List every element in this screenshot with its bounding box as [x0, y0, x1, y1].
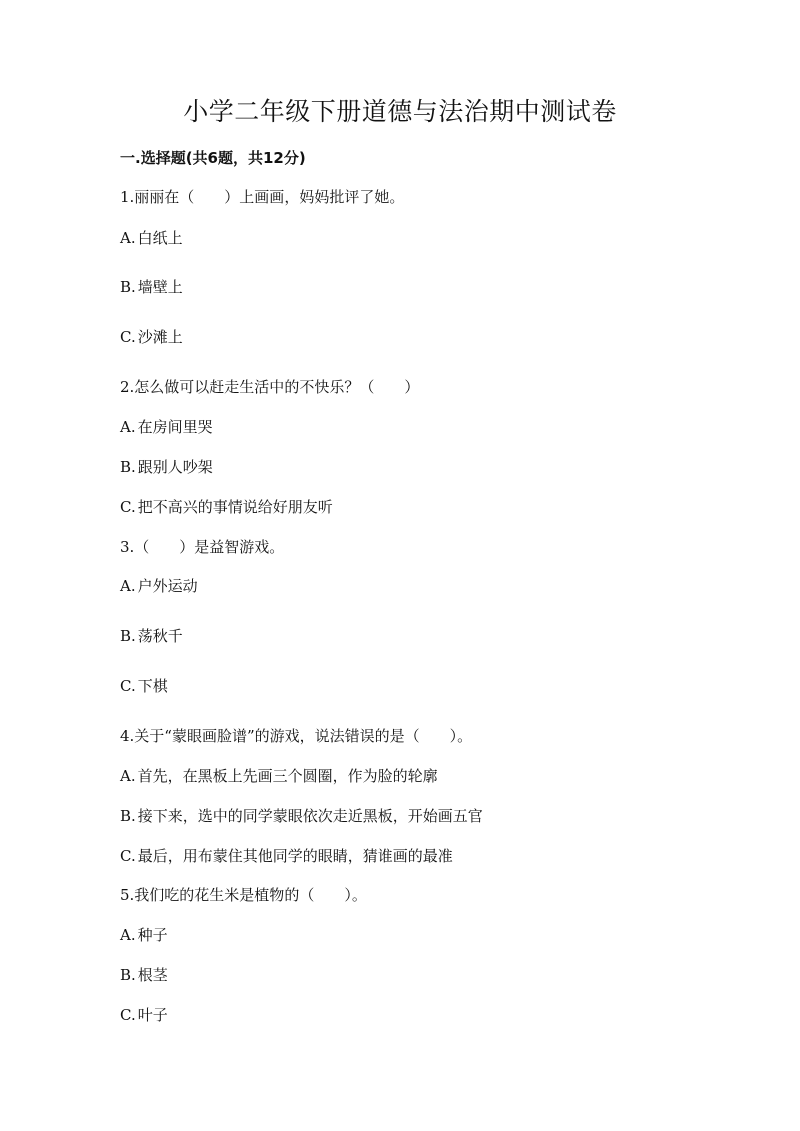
- question-3-option-c: [120, 675, 168, 697]
- option-text: 最后，用布蒙住其他同学的眼睛，猜谁画的最准: [137, 847, 453, 865]
- option-label: A.: [120, 418, 136, 436]
- question-3-option-b: [120, 625, 183, 647]
- option-text: 墙壁上: [137, 278, 183, 296]
- option-text: 沙滩上: [137, 328, 183, 346]
- option-label: C.: [120, 498, 136, 516]
- option-text: 根茎: [137, 966, 168, 984]
- option-label: B.: [120, 458, 136, 476]
- option-label: B.: [120, 278, 136, 296]
- option-text: 种子: [137, 926, 168, 944]
- option-text: 跟别人吵架: [137, 458, 213, 476]
- question-1-stem: 1.丽丽在（ ）上画画，妈妈批评了她。: [120, 188, 405, 206]
- option-label: A.: [120, 577, 136, 595]
- question-3-option-a: [120, 575, 198, 597]
- option-label: A.: [120, 767, 136, 785]
- question-2-option-c: [120, 496, 333, 518]
- question-2-stem: 2.怎么做可以赶走生活中的不快乐？（ ）: [120, 378, 420, 396]
- option-label: A.: [120, 229, 136, 247]
- question-2-option-a: [120, 416, 213, 438]
- question-1-option-a: [120, 227, 183, 249]
- option-text: 户外运动: [137, 577, 198, 595]
- option-text: 在房间里哭: [137, 418, 213, 436]
- question-4-option-c: [120, 845, 453, 867]
- question-4-stem: 4.关于“蒙眼画脸谱”的游戏，说法错误的是（ ）。: [120, 727, 473, 745]
- option-label: B.: [120, 807, 136, 825]
- option-text: 接下来，选中的同学蒙眼依次走近黑板，开始画五官: [137, 807, 483, 825]
- option-text: 把不高兴的事情说给好朋友听: [137, 498, 333, 516]
- option-label: C.: [120, 328, 136, 346]
- question-1-option-b: [120, 276, 183, 298]
- question-4-option-a: [120, 765, 438, 787]
- question-5-option-c: [120, 1004, 168, 1026]
- option-label: C.: [120, 847, 136, 865]
- question-2-option-b: [120, 456, 213, 478]
- option-text: 叶子: [137, 1006, 168, 1024]
- option-text: 白纸上: [137, 229, 183, 247]
- option-text: 首先，在黑板上先画三个圆圈，作为脸的轮廓: [137, 767, 438, 785]
- option-label: B.: [120, 627, 136, 645]
- question-5-stem: 5.我们吃的花生米是植物的（ ）。: [120, 886, 367, 904]
- page-title: 小学二年级下册道德与法治期中测试卷: [183, 97, 617, 126]
- option-text: 荡秋千: [137, 627, 183, 645]
- option-label: C.: [120, 677, 136, 695]
- question-3-stem: 3.（ ）是益智游戏。: [120, 538, 285, 556]
- question-1-option-c: [120, 326, 183, 348]
- question-5-option-b: [120, 964, 168, 986]
- option-label: C.: [120, 1006, 136, 1024]
- question-5-option-a: [120, 924, 168, 946]
- option-label: B.: [120, 966, 136, 984]
- question-4-option-b: [120, 805, 483, 827]
- section-heading: 一.选择题(共6题，共12分): [120, 149, 306, 167]
- option-label: A.: [120, 926, 136, 944]
- option-text: 下棋: [137, 677, 168, 695]
